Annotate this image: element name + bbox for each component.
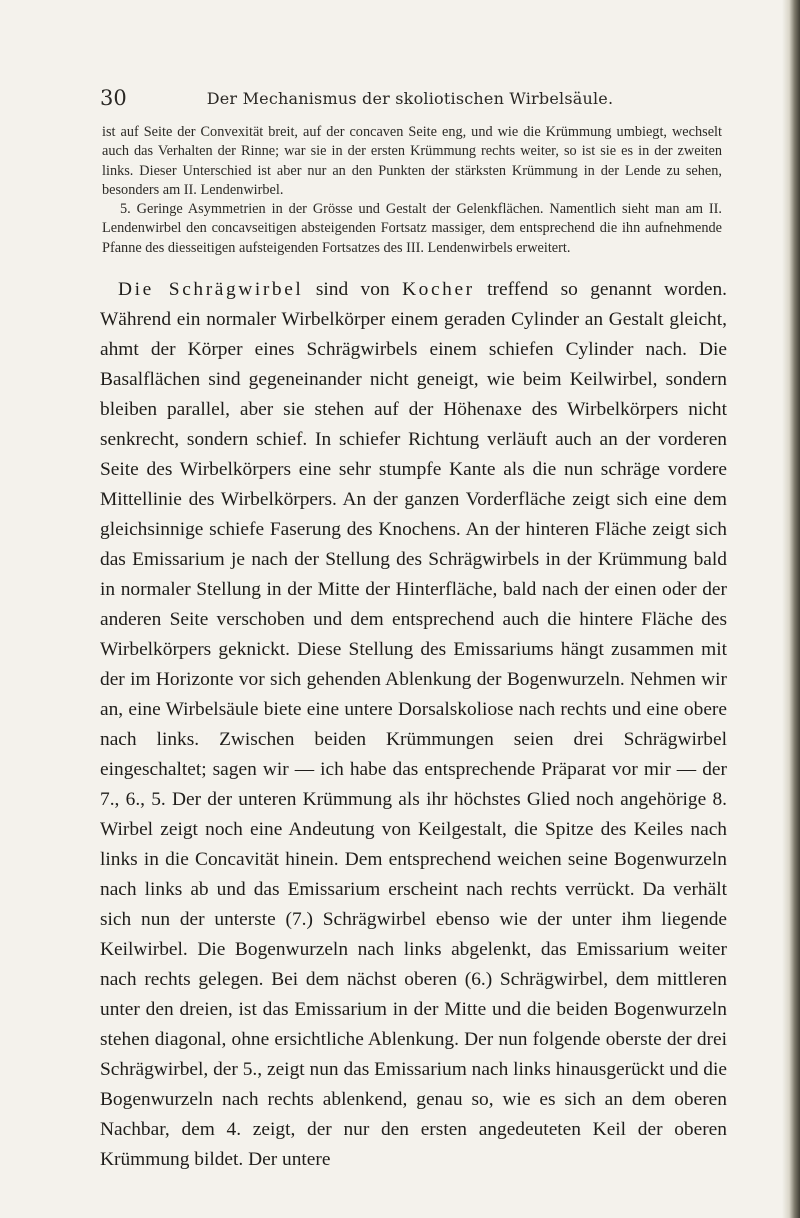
running-title: Der Mechanismus der skoliotischen Wirbelsäule. [206, 89, 614, 108]
main-paragraph [100, 275, 727, 1175]
small-print-paragraph: 5. Geringe Asymmetrien in der Grösse und Gestalt der Gelenkflächen. Namentlich sieht man am II. Lendenwirbel den concavseitigen absteigenden Fortsatz massiger, dem entsprechend die ihn aufnehmende Pfanne des diesseitigen aufsteigenden Fortsatzes des III. Lendenwirbels erweitert. [102, 201, 722, 256]
page-number: 30 [100, 86, 127, 110]
page-edge-shadow [782, 0, 800, 1218]
small-print-paragraph: ist auf Seite der Convexität breit, auf der concaven Seite eng, und wie die Krümmung umbiegt, wechselt auch das Verhalten der Rinne; war sie in der ersten Krümmung rechts weiter, so ist sie es in der zweiten links. Dieser Unterschied ist aber nur an den Punkten der stärksten Krümmung in der Lende zu sehen, besonders am II. Lendenwirbel. [102, 124, 722, 198]
term-schraegwirbel: Die Schrägwirbel [118, 279, 304, 300]
intro-connector: sind von [303, 279, 403, 300]
small-print-block [102, 123, 722, 258]
author-name: Kocher [402, 279, 475, 300]
main-text-block [100, 275, 727, 1175]
page-header [100, 86, 720, 114]
main-body-text: treffend so genannt worden. Während ein normaler Wirbelkörper einem geraden Cylinder an Gestalt gleicht, ahmt der Körper eines Schrägwirbels einem schiefen Cylinder nach. Die Basalflächen sind gegeneinander nicht geneigt, wie beim Keilwirbel, sondern bleiben parallel, aber sie stehen auf der Höhenaxe des Wirbelkörpers nicht senkrecht, sondern schief. In schiefer Richtung verläuft auch an der vorderen Seite des Wirbelkörpers eine sehr stumpfe Kante als die nun schräge vordere Mittellinie des Wirbelkörpers. An der ganzen Vorderfläche zeigt sich eine dem gleichsinnige schiefe Faserung des Knochens. An der hinteren Fläche zeigt sich das Emissarium je nach der Stellung des Schrägwirbels in der Krümmung bald in normaler Stellung in der Mitte der Hinterfläche, bald nach der einen oder der anderen Seite verschoben und dem entsprechend auch die hintere Fläche des Wirbelkörpers geknickt. Diese Stellung des Emissariums hängt zusammen mit der im Horizonte vor sich gehenden Ablenkung der Bogenwurzeln. Nehmen wir an, eine Wirbelsäule biete eine untere Dorsalskoliose nach rechts und eine obere nach links. Zwischen beiden Krümmungen seien drei Schrägwirbel eingeschaltet; sagen wir — ich habe das entsprechende Präparat vor mir — der 7., 6., 5. Der der unteren Krümmung als ihr höchstes Glied noch angehörige 8. Wirbel zeigt noch eine Andeutung von Keilgestalt, die Spitze des Keiles nach links in die Concavität hinein. Dem entsprechend weichen seine Bogenwurzeln nach links ab und das Emissarium erscheint nach rechts verrückt. Da verhält sich nun der unterste (7.) Schrägwirbel ebenso wie der unter ihm liegende Keilwirbel. Die Bogenwurzeln nach links abgelenkt, das Emissarium weiter nach rechts gelegen. Bei dem nächst oberen (6.) Schrägwirbel, dem mittleren unter den dreien, ist das Emissarium in der Mitte und die beiden Bogenwurzeln stehen diagonal, ohne ersichtliche Ablenkung. Der nun folgende oberste der drei Schrägwirbel, der 5., zeigt nun das Emissarium nach links hinausgerückt und die Bogenwurzeln nach rechts ablenkend, genau so, wie es sich an dem oberen Nachbar, dem 4. zeigt, der nur den ersten angedeuteten Keil der oberen Krümmung bildet. Der untere [100, 279, 728, 1170]
